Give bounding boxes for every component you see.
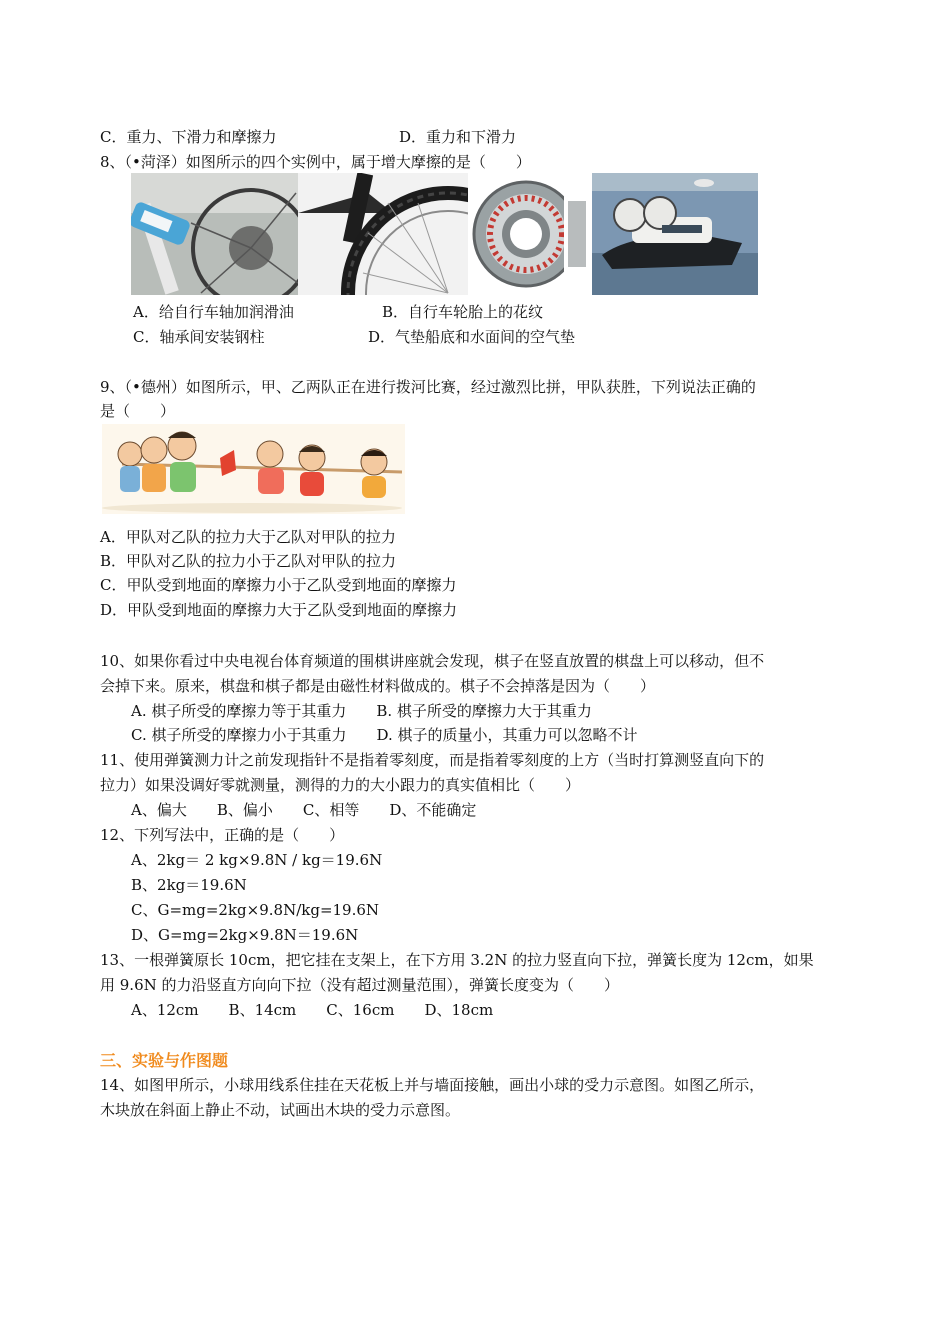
- q9-option-c: C．甲队受到地面的摩擦力小于乙队受到地面的摩擦力: [100, 576, 457, 594]
- tug-of-war-illustration: [102, 424, 405, 514]
- bearing-photo: [468, 173, 592, 295]
- q13-stem-line1: 13、一根弹簧原长 10cm，把它挂在支架上，在下方用 3.2N 的拉力竖直向下拉，弹簧长度为 12cm，如果: [100, 951, 814, 969]
- q8-option-d: D．气垫船底和水面间的空气垫: [368, 328, 576, 346]
- q12-stem: 12、下列写法中，正确的是（ ）: [100, 826, 345, 844]
- q10-options-ab: A. 棋子所受的摩擦力等于其重力 B. 棋子所受的摩擦力大于其重力: [131, 702, 592, 720]
- q13-stem-line2: 用 9.6N 的力沿竖直方向向下拉（没有超过测量范围），弹簧长度变为（ ）: [100, 976, 620, 994]
- q9-option-d: D．甲队受到地面的摩擦力大于乙队受到地面的摩擦力: [100, 601, 458, 619]
- q12-option-b: B、2kg＝19.6N: [131, 876, 247, 894]
- q9-stem-line1: 9、（•德州）如图所示，甲、乙两队正在进行拨河比赛，经过激烈比拼，甲队获胜，下列说法正确的: [100, 378, 756, 396]
- q7-option-c: C．重力、下滑力和摩擦力: [100, 128, 277, 146]
- q10-options-cd: C. 棋子所受的摩擦力小于其重力 D. 棋子的质量小，其重力可以忽略不计: [131, 726, 638, 744]
- q11-stem-line1: 11、使用弹簧测力计之前发现指针不是指着零刻度，而是指着零刻度的上方（当时打算测竖直向下的: [100, 751, 765, 769]
- q12-option-c: C、G=mg=2kg×9.8N/kg=19.6N: [131, 901, 380, 919]
- q12-option-d: D、G=mg=2kg×9.8N＝19.6N: [131, 926, 359, 944]
- bicycle-tire-photo: [298, 173, 468, 295]
- q9-option-a: A．甲队对乙队的拉力大于乙队对甲队的拉力: [100, 528, 396, 546]
- q9-stem-line2: 是（ ）: [100, 402, 176, 420]
- q12-option-a: A、2kg＝ 2 kg×9.8N / kg＝19.6N: [131, 851, 383, 869]
- q11-options: A、偏大 B、偏小 C、相等 D、不能确定: [131, 801, 477, 819]
- q8-option-a: A．给自行车轴加润滑油: [133, 303, 294, 321]
- q8-option-c: C．轴承间安装钢柱: [133, 328, 265, 346]
- section-heading: 三、实验与作图题: [100, 1051, 229, 1070]
- q9-option-b: B．甲队对乙队的拉力小于乙队对甲队的拉力: [100, 552, 397, 570]
- hovercraft-photo: [592, 173, 758, 295]
- q10-stem-line1: 10、如果你看过中央电视台体育频道的围棋讲座就会发现，棋子在竖直放置的棋盘上可以移动，但不: [100, 652, 765, 670]
- q10-stem-line2: 会掉下来。原来，棋盘和棋子都是由磁性材料做成的。棋子不会掉落是因为（ ）: [100, 677, 656, 695]
- q14-stem-line2: 木块放在斜面上静止不动，试画出木块的受力示意图。: [100, 1101, 461, 1119]
- q8-stem: 8、（•菏泽）如图所示的四个实例中，属于增大摩擦的是（ ）: [100, 153, 531, 171]
- q11-stem-line2: 拉力）如果没调好零就测量，测得的力的大小跟力的真实值相比（ ）: [100, 776, 581, 794]
- q14-stem-line1: 14、如图甲所示，小球用线系住挂在天花板上并与墙面接触，画出小球的受力示意图。如图乙所示，: [100, 1076, 765, 1094]
- q7-option-d: D．重力和下滑力: [399, 128, 517, 146]
- q13-options: A、12cm B、14cm C、16cm D、18cm: [131, 1001, 494, 1019]
- q8-option-b: B．自行车轮胎上的花纹: [382, 303, 544, 321]
- bicycle-lubrication-photo: [131, 173, 298, 295]
